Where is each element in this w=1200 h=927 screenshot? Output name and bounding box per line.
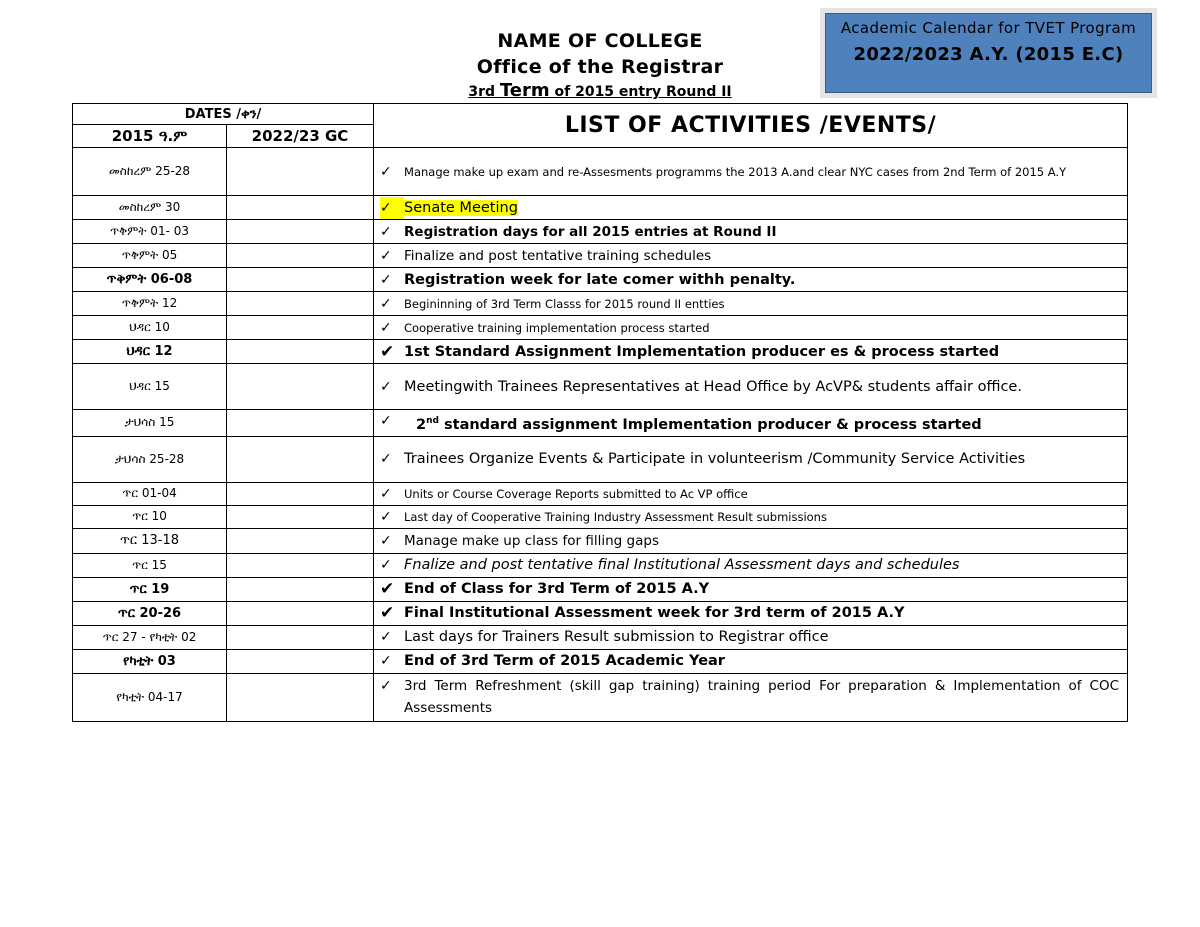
activity-text: Last days for Trainers Result submission to Registrar office	[404, 629, 829, 646]
activity-text: Fnalize and post tentative final Institutional Assessment days and schedules	[404, 557, 960, 574]
check-icon: ✓	[380, 413, 392, 429]
table-row	[73, 553, 1128, 577]
activity-cell	[374, 482, 1128, 505]
activity-cell	[374, 364, 1128, 410]
table-row	[73, 601, 1128, 625]
activity-cell	[374, 148, 1128, 196]
activity-cell	[374, 436, 1128, 482]
dates-header: DATES /ቀን/	[73, 104, 374, 125]
ordinal-suffix: nd	[426, 416, 439, 426]
activity-text: End of 3rd Term of 2015 Academic Year	[404, 653, 725, 670]
activity-cell	[374, 577, 1128, 601]
heavy-check-icon: ✔	[380, 603, 395, 624]
activity-text	[404, 410, 1119, 436]
gc-cell	[227, 673, 374, 721]
activity-cell	[374, 649, 1128, 673]
activity-text-rest: standard assignment Implementation producer & process started	[438, 416, 982, 433]
activity-text: End of Class for 3rd Term of 2015 A.Y	[404, 581, 710, 598]
activity-cell	[374, 528, 1128, 553]
date-cell: ጥር 20-26	[73, 601, 227, 625]
date-cell: ታህሳስ 25-28	[73, 436, 227, 482]
table-row	[73, 244, 1128, 268]
activity-cell	[374, 601, 1128, 625]
gc-cell	[227, 553, 374, 577]
date-cell: ታህሳስ 15	[73, 410, 227, 437]
activity-text: 3rd Term Refreshment (skill gap training) training period For preparation & Implementation of COC Assessments	[404, 678, 1120, 717]
activity-text: Senate Meeting	[404, 199, 518, 216]
activity-text: Last day of Cooperative Training Industry Assessment Result submissions	[404, 509, 827, 524]
gc-cell	[227, 196, 374, 220]
date-cell: ጥቅምት 05	[73, 244, 227, 268]
calendar-title-box	[820, 8, 1157, 98]
heavy-check-icon: ✔	[380, 579, 395, 600]
gc-cell	[227, 220, 374, 244]
check-icon: ✓	[380, 247, 392, 264]
activity-cell	[374, 505, 1128, 528]
gc-cell	[227, 649, 374, 673]
term-title	[380, 80, 820, 103]
activity-text: 1st Standard Assignment Implementation producer es & process started	[404, 343, 1000, 360]
ordinal-number: 2	[416, 416, 427, 433]
activity-text: Registration week for late comer withh penalty.	[404, 271, 796, 288]
check-icon: ✓	[380, 451, 392, 468]
date-cell: መስከረም 25-28	[73, 148, 227, 196]
date-cell: ጥቅምት 06-08	[73, 268, 227, 292]
table-row	[73, 316, 1128, 340]
table-row	[73, 625, 1128, 649]
table-row	[73, 482, 1128, 505]
date-cell: የካቲት 03	[73, 649, 227, 673]
office-name: Office of the Registrar	[476, 56, 724, 78]
calendar-title: Academic Calendar for TVET Program	[840, 19, 1137, 37]
table-row	[73, 649, 1128, 673]
gc-cell	[227, 482, 374, 505]
activity-cell	[374, 268, 1128, 292]
gc-year-header: 2022/23 GC	[227, 125, 374, 148]
check-icon: ✓	[380, 197, 404, 219]
gc-cell	[227, 625, 374, 649]
activity-text: Trainees Organize Events & Participate in volunteerism /Community Service Activities	[404, 451, 1026, 468]
table-row	[73, 220, 1128, 244]
check-icon: ✓	[380, 629, 392, 646]
date-cell: ህዳር 12	[73, 340, 227, 364]
table-row	[73, 268, 1128, 292]
activities-header: LIST OF ACTIVITIES /EVENTS/	[374, 104, 1128, 148]
table-row	[73, 410, 1128, 437]
table-row	[73, 148, 1128, 196]
activity-text: Final Institutional Assessment week for 3rd term of 2015 A.Y	[404, 605, 905, 622]
check-icon: ✓	[380, 508, 392, 525]
activity-cell	[374, 196, 1128, 220]
date-cell: ጥር 15	[73, 553, 227, 577]
activity-cell	[374, 316, 1128, 340]
table-row	[73, 340, 1128, 364]
heavy-check-icon: ✔	[380, 341, 395, 362]
table-row	[73, 196, 1128, 220]
gc-cell	[227, 505, 374, 528]
gc-cell	[227, 316, 374, 340]
gc-cell	[227, 148, 374, 196]
check-icon: ✓	[380, 378, 392, 395]
term-prefix: 3rd	[468, 84, 496, 100]
table-row	[73, 577, 1128, 601]
check-icon: ✓	[380, 532, 392, 549]
date-cell: ህዳር 10	[73, 316, 227, 340]
activity-text: Manage make up exam and re-Assesments programms the 2013 A.and clear NYC cases from 2nd Term of 2015 A.Y	[404, 164, 1067, 179]
check-icon: ✓	[380, 485, 392, 502]
activity-text: Manage make up class for filling gaps	[404, 532, 659, 549]
table-row	[73, 528, 1128, 553]
activity-cell	[374, 244, 1128, 268]
gc-cell	[227, 268, 374, 292]
table-row	[73, 505, 1128, 528]
table-row	[73, 364, 1128, 410]
term-suffix: of 2015 entry Round II	[554, 84, 732, 100]
activity-text: Meetingwith Trainees Representatives at Head Office by AcVP& students affair office.	[404, 378, 1022, 395]
date-cell: ጥር 10	[73, 505, 227, 528]
check-icon: ✓	[380, 678, 392, 695]
activity-cell	[374, 625, 1128, 649]
check-icon: ✓	[380, 295, 392, 312]
activity-cell	[374, 673, 1128, 721]
gc-cell	[227, 436, 374, 482]
gc-cell	[227, 364, 374, 410]
activity-cell	[374, 410, 1128, 437]
activity-text: Cooperative training implementation process started	[404, 320, 710, 335]
activity-text: Units or Course Coverage Reports submitted to Ac VP office	[404, 486, 748, 501]
check-icon: ✓	[380, 319, 392, 336]
gc-cell	[227, 410, 374, 437]
date-cell: ህዳር 15	[73, 364, 227, 410]
activity-text: Begininning of 3rd Term Classs for 2015 round II entties	[404, 296, 725, 311]
table-row	[73, 673, 1128, 721]
date-cell: ጥር 13-18	[73, 528, 227, 553]
date-cell: ጥር 19	[73, 577, 227, 601]
gc-cell	[227, 577, 374, 601]
gc-cell	[227, 340, 374, 364]
check-icon: ✓	[380, 223, 392, 240]
activities-table	[72, 103, 1128, 722]
table-header-row	[73, 104, 1128, 125]
date-cell: መስከረም 30	[73, 196, 227, 220]
gc-cell	[227, 292, 374, 316]
check-icon: ✓	[380, 271, 392, 288]
check-icon: ✓	[380, 557, 392, 574]
table-row	[73, 436, 1128, 482]
activity-text: Finalize and post tentative training schedules	[404, 247, 712, 264]
date-cell: የካቲት 04-17	[73, 673, 227, 721]
calendar-year: 2022/2023 A.Y. (2015 E.C)	[853, 44, 1124, 65]
gc-cell	[227, 601, 374, 625]
date-cell: ጥር 01-04	[73, 482, 227, 505]
activity-cell	[374, 553, 1128, 577]
activity-cell	[374, 220, 1128, 244]
activity-cell	[374, 340, 1128, 364]
gc-cell	[227, 244, 374, 268]
college-name: NAME OF COLLEGE	[497, 30, 703, 52]
activity-cell	[374, 292, 1128, 316]
date-cell: ጥቅምት 12	[73, 292, 227, 316]
table-row	[73, 292, 1128, 316]
date-cell: ጥቅምት 01- 03	[73, 220, 227, 244]
document-header	[380, 28, 820, 103]
term-word: Term	[499, 80, 550, 101]
activity-text: Registration days for all 2015 entries at Round II	[404, 223, 777, 240]
calendar-title-fill	[825, 13, 1152, 93]
check-icon: ✓	[380, 653, 392, 670]
gc-cell	[227, 528, 374, 553]
check-icon: ✓	[380, 163, 392, 180]
date-cell: ጥር 27 - የካቲት 02	[73, 625, 227, 649]
etc-year-header: 2015 ዓ.ም	[73, 125, 227, 148]
